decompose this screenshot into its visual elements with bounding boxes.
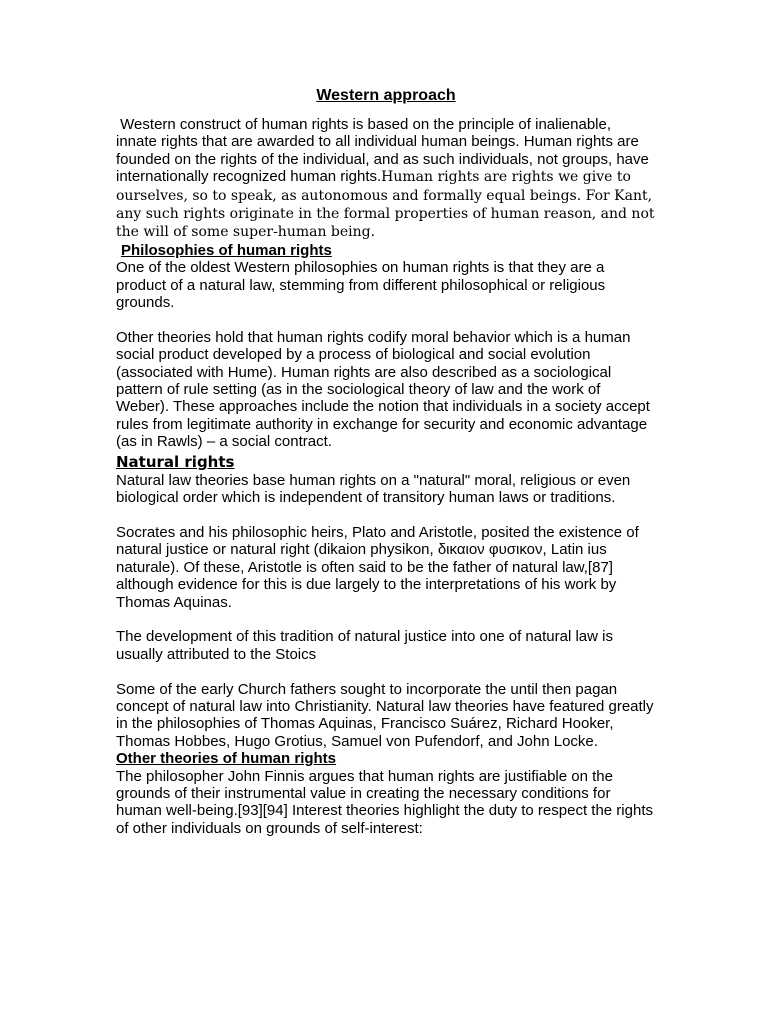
- heading-philosophies: Philosophies of human rights: [121, 241, 332, 259]
- paragraph-natural-law: Natural law theories base human rights on a "natural" moral, religious or even biological order which is independent of transitory human laws or traditions.: [116, 471, 631, 507]
- heading-natural-rights: Natural rights: [116, 452, 235, 471]
- document-title: Western approach: [316, 87, 456, 104]
- intro-sans-text: Western construct of human rights is based on the principle of inalienable, innate rights that are awarded to all individual human beings. Human rights are founded on the rights of the individual, and as such individuals, not groups, have internationally recognized human rights.: [116, 116, 654, 186]
- paragraph-church-fathers: Some of the early Church fathers sought to incorporate the until then pagan concept of natural law into Christianity. Natural law theories have featured greatly in the philosophies of Thomas Aquinas, Francisco Suárez, Richard Hooker, Thomas Hobbes, Hugo Grotius, Samuel von Pufendorf, and John Locke.: [116, 680, 654, 750]
- paragraph-oldest-philosophies: One of the oldest Western philosophies on human rights is that they are a product of a natural law, stemming from different philosophical or religious grounds.: [116, 259, 606, 312]
- paragraph-other-theories: Other theories hold that human rights codify moral behavior which is a human social product developed by a process of biological and social evolution (associated with Hume). Human rights are also described as a sociological pattern of rule setting (as in the sociological theory of law and the work of Weber). These approaches include the notion that individuals in a society accept rules from legitimate authority in exchange for security and economic advantage (as in Rawls) – a social contract.: [116, 328, 650, 451]
- document-page: [116, 86, 656, 837]
- intro-serif-text: Human rights are rights we give to ourselves, so to speak, as autonomous and formally equal beings. For Kant, any such rights originate in the formal properties of human reason, and not the will of some super-human being.: [116, 169, 655, 241]
- heading-other-theories: Other theories of human rights: [116, 750, 337, 768]
- paragraph-socrates: Socrates and his philosophic heirs, Plato and Aristotle, posited the existence of natural justice or natural right (dikaion physikon, δικαιον φυσικον, Latin ius naturale). Of these, Aristotle is often said to be the father of natural law,[87] although evidence for this is due largely to the interpretations of his work by Thomas Aquinas.: [116, 523, 639, 611]
- paragraph-stoics: The development of this tradition of natural justice into one of natural law is usually attributed to the Stoics: [116, 628, 613, 663]
- paragraph-finnis: The philosopher John Finnis argues that human rights are justifiable on the grounds of their instrumental value in creating the necessary conditions for human well-being.[93][94] Interest theories highlight the duty to respect the rights of other individuals on grounds of self-interest:: [116, 767, 653, 837]
- intro-paragraph: [116, 116, 656, 242]
